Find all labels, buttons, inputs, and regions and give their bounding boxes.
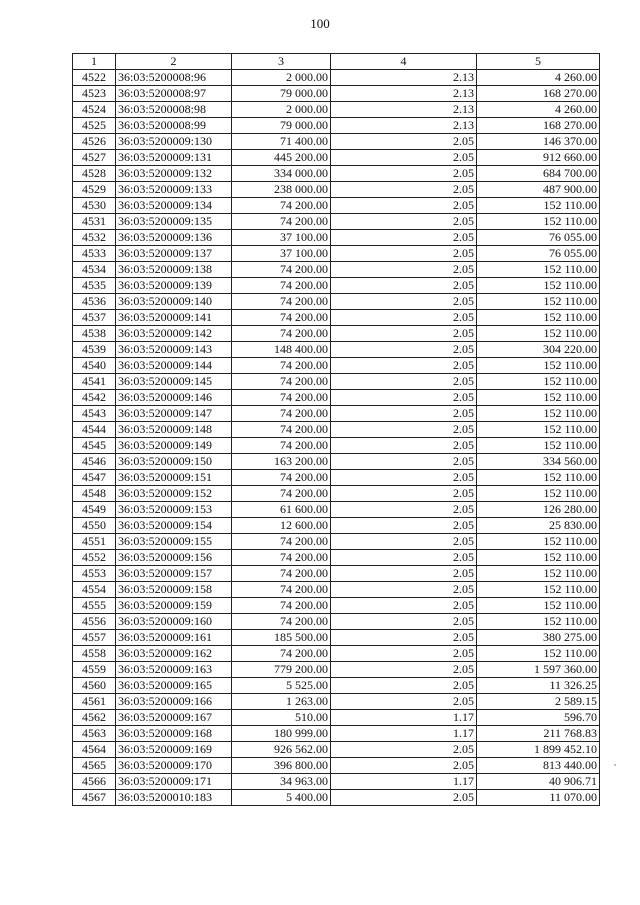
value-cell: 4 260.00 <box>477 70 600 86</box>
rate-cell: 2.05 <box>331 646 477 662</box>
area-cell: 61 600.00 <box>232 502 331 518</box>
value-cell: 76 055.00 <box>477 230 600 246</box>
cadastral-number-cell: 36:03:5200009:148 <box>116 422 232 438</box>
cadastral-number-cell: 36:03:5200009:133 <box>116 182 232 198</box>
area-cell: 79 000.00 <box>232 86 331 102</box>
cadastral-number-cell: 36:03:5200009:150 <box>116 454 232 470</box>
rate-cell: 2.05 <box>331 262 477 278</box>
area-cell: 74 200.00 <box>232 278 331 294</box>
table-row <box>73 694 600 710</box>
area-cell: 34 963.00 <box>232 774 331 790</box>
table-row <box>73 262 600 278</box>
area-cell: 74 200.00 <box>232 310 331 326</box>
area-cell: 37 100.00 <box>232 230 331 246</box>
table-row <box>73 246 600 262</box>
value-cell: 152 110.00 <box>477 614 600 630</box>
area-cell: 74 200.00 <box>232 438 331 454</box>
value-cell: 168 270.00 <box>477 118 600 134</box>
value-cell: 152 110.00 <box>477 358 600 374</box>
value-cell: 152 110.00 <box>477 598 600 614</box>
table-row <box>73 534 600 550</box>
column-header-1: 1 <box>73 54 116 70</box>
value-cell: 152 110.00 <box>477 278 600 294</box>
row-number-cell: 4549 <box>73 502 116 518</box>
rate-cell: 2.05 <box>331 550 477 566</box>
row-number-cell: 4542 <box>73 390 116 406</box>
area-cell: 74 200.00 <box>232 374 331 390</box>
rate-cell: 2.05 <box>331 358 477 374</box>
area-cell: 74 200.00 <box>232 294 331 310</box>
row-number-cell: 4524 <box>73 102 116 118</box>
value-cell: 4 260.00 <box>477 102 600 118</box>
rate-cell: 2.05 <box>331 342 477 358</box>
cadastral-number-cell: 36:03:5200009:157 <box>116 566 232 582</box>
table-row <box>73 470 600 486</box>
value-cell: 152 110.00 <box>477 390 600 406</box>
area-cell: 334 000.00 <box>232 166 331 182</box>
rate-cell: 2.05 <box>331 598 477 614</box>
table-row <box>73 438 600 454</box>
cadastral-number-cell: 36:03:5200009:156 <box>116 550 232 566</box>
rate-cell: 2.05 <box>331 390 477 406</box>
area-cell: 74 200.00 <box>232 422 331 438</box>
table-row <box>73 406 600 422</box>
row-number-cell: 4546 <box>73 454 116 470</box>
value-cell: 334 560.00 <box>477 454 600 470</box>
cadastral-number-cell: 36:03:5200009:155 <box>116 534 232 550</box>
area-cell: 74 200.00 <box>232 566 331 582</box>
value-cell: 2 589.15 <box>477 694 600 710</box>
value-cell: 684 700.00 <box>477 166 600 182</box>
value-cell: 152 110.00 <box>477 310 600 326</box>
row-number-cell: 4526 <box>73 134 116 150</box>
column-header-2: 2 <box>116 54 232 70</box>
rate-cell: 2.05 <box>331 454 477 470</box>
cadastral-number-cell: 36:03:5200009:152 <box>116 486 232 502</box>
value-cell: 304 220.00 <box>477 342 600 358</box>
value-cell: 146 370.00 <box>477 134 600 150</box>
rate-cell: 2.05 <box>331 182 477 198</box>
area-cell: 12 600.00 <box>232 518 331 534</box>
cadastral-number-cell: 36:03:5200009:161 <box>116 630 232 646</box>
value-cell: 1 597 360.00 <box>477 662 600 678</box>
cadastral-number-cell: 36:03:5200009:166 <box>116 694 232 710</box>
cadastral-value-table <box>72 53 600 806</box>
area-cell: 396 800.00 <box>232 758 331 774</box>
value-cell: 152 110.00 <box>477 470 600 486</box>
rate-cell: 2.05 <box>331 230 477 246</box>
table-row <box>73 310 600 326</box>
table-row <box>73 294 600 310</box>
table-row <box>73 198 600 214</box>
value-cell: 152 110.00 <box>477 486 600 502</box>
area-cell: 238 000.00 <box>232 182 331 198</box>
row-number-cell: 4556 <box>73 614 116 630</box>
area-cell: 163 200.00 <box>232 454 331 470</box>
area-cell: 148 400.00 <box>232 342 331 358</box>
area-cell: 37 100.00 <box>232 246 331 262</box>
row-number-cell: 4541 <box>73 374 116 390</box>
value-cell: 152 110.00 <box>477 566 600 582</box>
area-cell: 71 400.00 <box>232 134 331 150</box>
row-number-cell: 4554 <box>73 582 116 598</box>
cadastral-number-cell: 36:03:5200009:142 <box>116 326 232 342</box>
rate-cell: 2.05 <box>331 438 477 454</box>
cadastral-number-cell: 36:03:5200009:139 <box>116 278 232 294</box>
row-number-cell: 4527 <box>73 150 116 166</box>
cadastral-number-cell: 36:03:5200009:137 <box>116 246 232 262</box>
rate-cell: 2.05 <box>331 406 477 422</box>
cadastral-number-cell: 36:03:5200009:134 <box>116 198 232 214</box>
page-number: 100 <box>310 16 330 31</box>
cadastral-number-cell: 36:03:5200009:147 <box>116 406 232 422</box>
row-number-cell: 4528 <box>73 166 116 182</box>
value-cell: 25 830.00 <box>477 518 600 534</box>
row-number-cell: 4532 <box>73 230 116 246</box>
cadastral-number-cell: 36:03:5200009:131 <box>116 150 232 166</box>
area-cell: 2 000.00 <box>232 102 331 118</box>
cadastral-number-cell: 36:03:5200009:149 <box>116 438 232 454</box>
cadastral-number-cell: 36:03:5200009:154 <box>116 518 232 534</box>
cadastral-number-cell: 36:03:5200009:170 <box>116 758 232 774</box>
row-number-cell: 4550 <box>73 518 116 534</box>
table-row <box>73 582 600 598</box>
table-row <box>73 342 600 358</box>
table-row <box>73 486 600 502</box>
rate-cell: 2.05 <box>331 534 477 550</box>
row-number-cell: 4531 <box>73 214 116 230</box>
table-row <box>73 166 600 182</box>
table-row <box>73 454 600 470</box>
cadastral-number-cell: 36:03:5200009:163 <box>116 662 232 678</box>
cadastral-number-cell: 36:03:5200009:151 <box>116 470 232 486</box>
value-cell: 40 906.71 <box>477 774 600 790</box>
row-number-cell: 4551 <box>73 534 116 550</box>
rate-cell: 2.05 <box>331 486 477 502</box>
cadastral-number-cell: 36:03:5200009:158 <box>116 582 232 598</box>
table-row <box>73 710 600 726</box>
area-cell: 79 000.00 <box>232 118 331 134</box>
value-cell: 211 768.83 <box>477 726 600 742</box>
table-row <box>73 86 600 102</box>
scan-speck <box>614 764 616 766</box>
row-number-cell: 4536 <box>73 294 116 310</box>
row-number-cell: 4539 <box>73 342 116 358</box>
rate-cell: 2.13 <box>331 118 477 134</box>
value-cell: 168 270.00 <box>477 86 600 102</box>
row-number-cell: 4560 <box>73 678 116 694</box>
row-number-cell: 4535 <box>73 278 116 294</box>
value-cell: 152 110.00 <box>477 534 600 550</box>
table-row <box>73 134 600 150</box>
value-cell: 152 110.00 <box>477 374 600 390</box>
rate-cell: 2.05 <box>331 630 477 646</box>
rate-cell: 1.17 <box>331 726 477 742</box>
area-cell: 779 200.00 <box>232 662 331 678</box>
value-cell: 152 110.00 <box>477 326 600 342</box>
row-number-cell: 4564 <box>73 742 116 758</box>
rate-cell: 2.05 <box>331 582 477 598</box>
rate-cell: 2.05 <box>331 678 477 694</box>
area-cell: 74 200.00 <box>232 198 331 214</box>
area-cell: 74 200.00 <box>232 614 331 630</box>
row-number-cell: 4530 <box>73 198 116 214</box>
rate-cell: 2.05 <box>331 662 477 678</box>
value-cell: 912 660.00 <box>477 150 600 166</box>
area-cell: 74 200.00 <box>232 214 331 230</box>
area-cell: 74 200.00 <box>232 550 331 566</box>
cadastral-number-cell: 36:03:5200009:171 <box>116 774 232 790</box>
value-cell: 380 275.00 <box>477 630 600 646</box>
row-number-cell: 4567 <box>73 790 116 806</box>
table-row <box>73 630 600 646</box>
cadastral-number-cell: 36:03:5200009:138 <box>116 262 232 278</box>
row-number-cell: 4545 <box>73 438 116 454</box>
area-cell: 445 200.00 <box>232 150 331 166</box>
row-number-cell: 4557 <box>73 630 116 646</box>
value-cell: 11 070.00 <box>477 790 600 806</box>
rate-cell: 2.05 <box>331 278 477 294</box>
table-row <box>73 118 600 134</box>
value-cell: 152 110.00 <box>477 646 600 662</box>
area-cell: 74 200.00 <box>232 390 331 406</box>
value-cell: 152 110.00 <box>477 406 600 422</box>
table-row <box>73 598 600 614</box>
rate-cell: 2.05 <box>331 742 477 758</box>
cadastral-number-cell: 36:03:5200009:144 <box>116 358 232 374</box>
table-row <box>73 278 600 294</box>
area-cell: 926 562.00 <box>232 742 331 758</box>
area-cell: 74 200.00 <box>232 326 331 342</box>
row-number-cell: 4538 <box>73 326 116 342</box>
table-row <box>73 70 600 86</box>
value-cell: 152 110.00 <box>477 198 600 214</box>
row-number-cell: 4523 <box>73 86 116 102</box>
rate-cell: 2.05 <box>331 614 477 630</box>
table-row <box>73 774 600 790</box>
value-cell: 152 110.00 <box>477 214 600 230</box>
rate-cell: 2.05 <box>331 518 477 534</box>
rate-cell: 2.05 <box>331 310 477 326</box>
area-cell: 5 525.00 <box>232 678 331 694</box>
row-number-cell: 4533 <box>73 246 116 262</box>
area-cell: 74 200.00 <box>232 646 331 662</box>
rate-cell: 2.05 <box>331 198 477 214</box>
row-number-cell: 4565 <box>73 758 116 774</box>
cadastral-number-cell: 36:03:5200009:153 <box>116 502 232 518</box>
cadastral-number-cell: 36:03:5200009:167 <box>116 710 232 726</box>
table-row <box>73 726 600 742</box>
area-cell: 180 999.00 <box>232 726 331 742</box>
table-header-row <box>73 54 600 70</box>
value-cell: 76 055.00 <box>477 246 600 262</box>
row-number-cell: 4561 <box>73 694 116 710</box>
cadastral-number-cell: 36:03:5200008:99 <box>116 118 232 134</box>
row-number-cell: 4562 <box>73 710 116 726</box>
area-cell: 185 500.00 <box>232 630 331 646</box>
rate-cell: 2.05 <box>331 150 477 166</box>
column-header-3: 3 <box>232 54 331 70</box>
row-number-cell: 4529 <box>73 182 116 198</box>
row-number-cell: 4566 <box>73 774 116 790</box>
table-row <box>73 390 600 406</box>
row-number-cell: 4558 <box>73 646 116 662</box>
cadastral-number-cell: 36:03:5200009:141 <box>116 310 232 326</box>
cadastral-number-cell: 36:03:5200010:183 <box>116 790 232 806</box>
value-cell: 1 899 452.10 <box>477 742 600 758</box>
value-cell: 596.70 <box>477 710 600 726</box>
value-cell: 152 110.00 <box>477 294 600 310</box>
table-row <box>73 422 600 438</box>
cadastral-number-cell: 36:03:5200009:162 <box>116 646 232 662</box>
rate-cell: 2.05 <box>331 422 477 438</box>
value-cell: 152 110.00 <box>477 438 600 454</box>
area-cell: 74 200.00 <box>232 262 331 278</box>
table-body <box>73 70 600 806</box>
rate-cell: 2.05 <box>331 326 477 342</box>
area-cell: 74 200.00 <box>232 582 331 598</box>
rate-cell: 2.05 <box>331 246 477 262</box>
cadastral-number-cell: 36:03:5200009:143 <box>116 342 232 358</box>
rate-cell: 2.05 <box>331 294 477 310</box>
value-cell: 152 110.00 <box>477 262 600 278</box>
rate-cell: 2.13 <box>331 70 477 86</box>
row-number-cell: 4534 <box>73 262 116 278</box>
rate-cell: 2.13 <box>331 102 477 118</box>
table-row <box>73 214 600 230</box>
table-row <box>73 742 600 758</box>
table-row <box>73 790 600 806</box>
value-cell: 152 110.00 <box>477 582 600 598</box>
area-cell: 74 200.00 <box>232 358 331 374</box>
area-cell: 2 000.00 <box>232 70 331 86</box>
area-cell: 74 200.00 <box>232 406 331 422</box>
table-row <box>73 646 600 662</box>
table-row <box>73 230 600 246</box>
row-number-cell: 4552 <box>73 550 116 566</box>
cadastral-number-cell: 36:03:5200009:136 <box>116 230 232 246</box>
row-number-cell: 4553 <box>73 566 116 582</box>
cadastral-number-cell: 36:03:5200009:132 <box>116 166 232 182</box>
cadastral-number-cell: 36:03:5200008:96 <box>116 70 232 86</box>
table-row <box>73 502 600 518</box>
area-cell: 74 200.00 <box>232 470 331 486</box>
value-cell: 487 900.00 <box>477 182 600 198</box>
cadastral-number-cell: 36:03:5200009:140 <box>116 294 232 310</box>
rate-cell: 2.05 <box>331 758 477 774</box>
rate-cell: 1.17 <box>331 710 477 726</box>
row-number-cell: 4540 <box>73 358 116 374</box>
row-number-cell: 4559 <box>73 662 116 678</box>
rate-cell: 2.05 <box>331 134 477 150</box>
value-cell: 11 326.25 <box>477 678 600 694</box>
area-cell: 5 400.00 <box>232 790 331 806</box>
cadastral-number-cell: 36:03:5200008:97 <box>116 86 232 102</box>
rate-cell: 2.05 <box>331 502 477 518</box>
cadastral-number-cell: 36:03:5200009:159 <box>116 598 232 614</box>
area-cell: 74 200.00 <box>232 534 331 550</box>
cadastral-number-cell: 36:03:5200009:145 <box>116 374 232 390</box>
cadastral-number-cell: 36:03:5200009:160 <box>116 614 232 630</box>
cadastral-number-cell: 36:03:5200009:135 <box>116 214 232 230</box>
row-number-cell: 4525 <box>73 118 116 134</box>
row-number-cell: 4522 <box>73 70 116 86</box>
table-row <box>73 758 600 774</box>
rate-cell: 2.05 <box>331 166 477 182</box>
table-row <box>73 518 600 534</box>
column-header-5: 5 <box>477 54 600 70</box>
area-cell: 510.00 <box>232 710 331 726</box>
value-cell: 152 110.00 <box>477 422 600 438</box>
row-number-cell: 4543 <box>73 406 116 422</box>
value-cell: 152 110.00 <box>477 550 600 566</box>
cadastral-number-cell: 36:03:5200008:98 <box>116 102 232 118</box>
area-cell: 1 263.00 <box>232 694 331 710</box>
area-cell: 74 200.00 <box>232 598 331 614</box>
rate-cell: 2.05 <box>331 694 477 710</box>
cadastral-number-cell: 36:03:5200009:146 <box>116 390 232 406</box>
value-cell: 126 280.00 <box>477 502 600 518</box>
rate-cell: 2.05 <box>331 566 477 582</box>
rate-cell: 1.17 <box>331 774 477 790</box>
table-row <box>73 326 600 342</box>
rate-cell: 2.05 <box>331 374 477 390</box>
table-row <box>73 358 600 374</box>
table-row <box>73 614 600 630</box>
table-row <box>73 566 600 582</box>
cadastral-number-cell: 36:03:5200009:168 <box>116 726 232 742</box>
cadastral-number-cell: 36:03:5200009:169 <box>116 742 232 758</box>
rate-cell: 2.05 <box>331 470 477 486</box>
cadastral-number-cell: 36:03:5200009:165 <box>116 678 232 694</box>
cadastral-number-cell: 36:03:5200009:130 <box>116 134 232 150</box>
row-number-cell: 4547 <box>73 470 116 486</box>
table-row <box>73 182 600 198</box>
row-number-cell: 4555 <box>73 598 116 614</box>
rate-cell: 2.05 <box>331 790 477 806</box>
table-row <box>73 550 600 566</box>
row-number-cell: 4563 <box>73 726 116 742</box>
table-row <box>73 374 600 390</box>
table-row <box>73 678 600 694</box>
rate-cell: 2.13 <box>331 86 477 102</box>
column-header-4: 4 <box>331 54 477 70</box>
table-row <box>73 102 600 118</box>
value-cell: 813 440.00 <box>477 758 600 774</box>
row-number-cell: 4548 <box>73 486 116 502</box>
table-row <box>73 662 600 678</box>
area-cell: 74 200.00 <box>232 486 331 502</box>
table-row <box>73 150 600 166</box>
rate-cell: 2.05 <box>331 214 477 230</box>
row-number-cell: 4537 <box>73 310 116 326</box>
row-number-cell: 4544 <box>73 422 116 438</box>
